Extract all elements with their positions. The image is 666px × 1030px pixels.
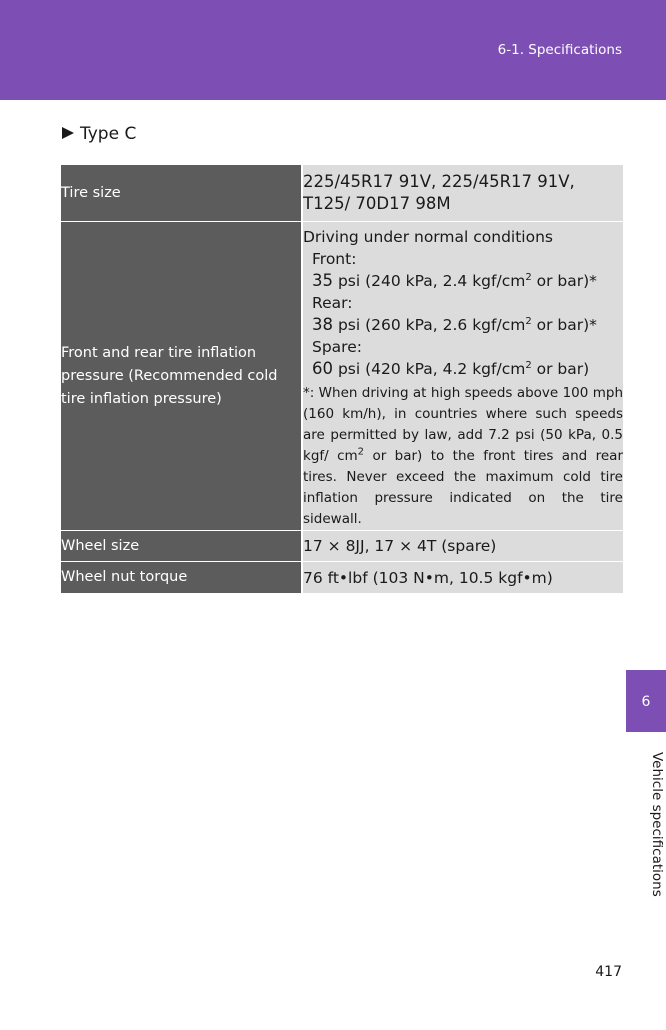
chapter-number: 6 — [641, 694, 651, 710]
section-title: 6-1. Specifications — [497, 42, 622, 58]
row-value: 17 × 8JJ, 17 × 4T (spare) — [302, 531, 623, 562]
table-row — [61, 222, 623, 531]
row-label: Wheel size — [61, 531, 302, 562]
front-tail: or bar)* — [536, 272, 597, 290]
rear-tail: or bar)* — [536, 316, 597, 334]
row-value: 76 ft•lbf (103 N•m, 10.5 kgf•m) — [302, 562, 623, 594]
spare-tail: or bar) — [536, 360, 590, 378]
rear-superscript: 2 — [525, 315, 532, 327]
rear-label: Rear: — [312, 294, 353, 312]
table-row — [61, 562, 623, 594]
note-pre: *: When driving at high speeds above 100 mph (160 km/h), in countries where such speeds are permitted by law, add 7.2 psi (50 kPa, 0.5 kgf/ cm — [303, 385, 623, 464]
row-label: Wheel nut torque — [61, 562, 302, 594]
front-label: Front: — [312, 250, 357, 268]
tire-size-value: 225/45R17 91V, 225/45R17 91V, T125/ 70D17 98M — [303, 172, 575, 213]
row-value — [302, 222, 623, 531]
type-heading — [62, 124, 136, 144]
footnote — [303, 383, 623, 530]
page-header — [0, 0, 666, 100]
specifications-table — [61, 165, 623, 594]
triangle-bullet-icon — [62, 127, 74, 139]
front-pressure — [303, 270, 623, 292]
row-label: Front and rear tire inflation pressure (Recommended cold tire inflation pressure) — [61, 222, 302, 531]
row-value — [302, 165, 623, 222]
rear-unit: psi (260 kPa, 2.6 kgf/cm — [337, 316, 526, 334]
front-unit: psi (240 kPa, 2.4 kgf/cm — [337, 272, 526, 290]
rear-pressure — [303, 314, 623, 336]
front-number: 35 — [312, 271, 333, 290]
spare-superscript: 2 — [525, 359, 532, 371]
spare-pressure — [303, 358, 623, 380]
table-row — [61, 165, 623, 222]
condition-text: Driving under normal conditions — [303, 228, 553, 246]
chapter-label: Vehicle specifications — [649, 752, 665, 897]
row-label: Tire size — [61, 165, 302, 222]
type-heading-text: Type C — [80, 124, 137, 144]
note-superscript: 2 — [357, 446, 365, 458]
spare-number: 60 — [312, 359, 333, 378]
front-superscript: 2 — [525, 271, 532, 283]
chapter-tab — [626, 670, 666, 732]
spare-unit: psi (420 kPa, 4.2 kgf/cm — [337, 360, 526, 378]
spare-label: Spare: — [312, 338, 362, 356]
rear-number: 38 — [312, 315, 333, 334]
page-number: 417 — [595, 964, 622, 980]
note-post: or bar) to the front tires and rear tires. Never exceed the maximum cold tire inflation pressure indicated on the tire sidewall. — [303, 448, 623, 527]
table-row — [61, 531, 623, 562]
